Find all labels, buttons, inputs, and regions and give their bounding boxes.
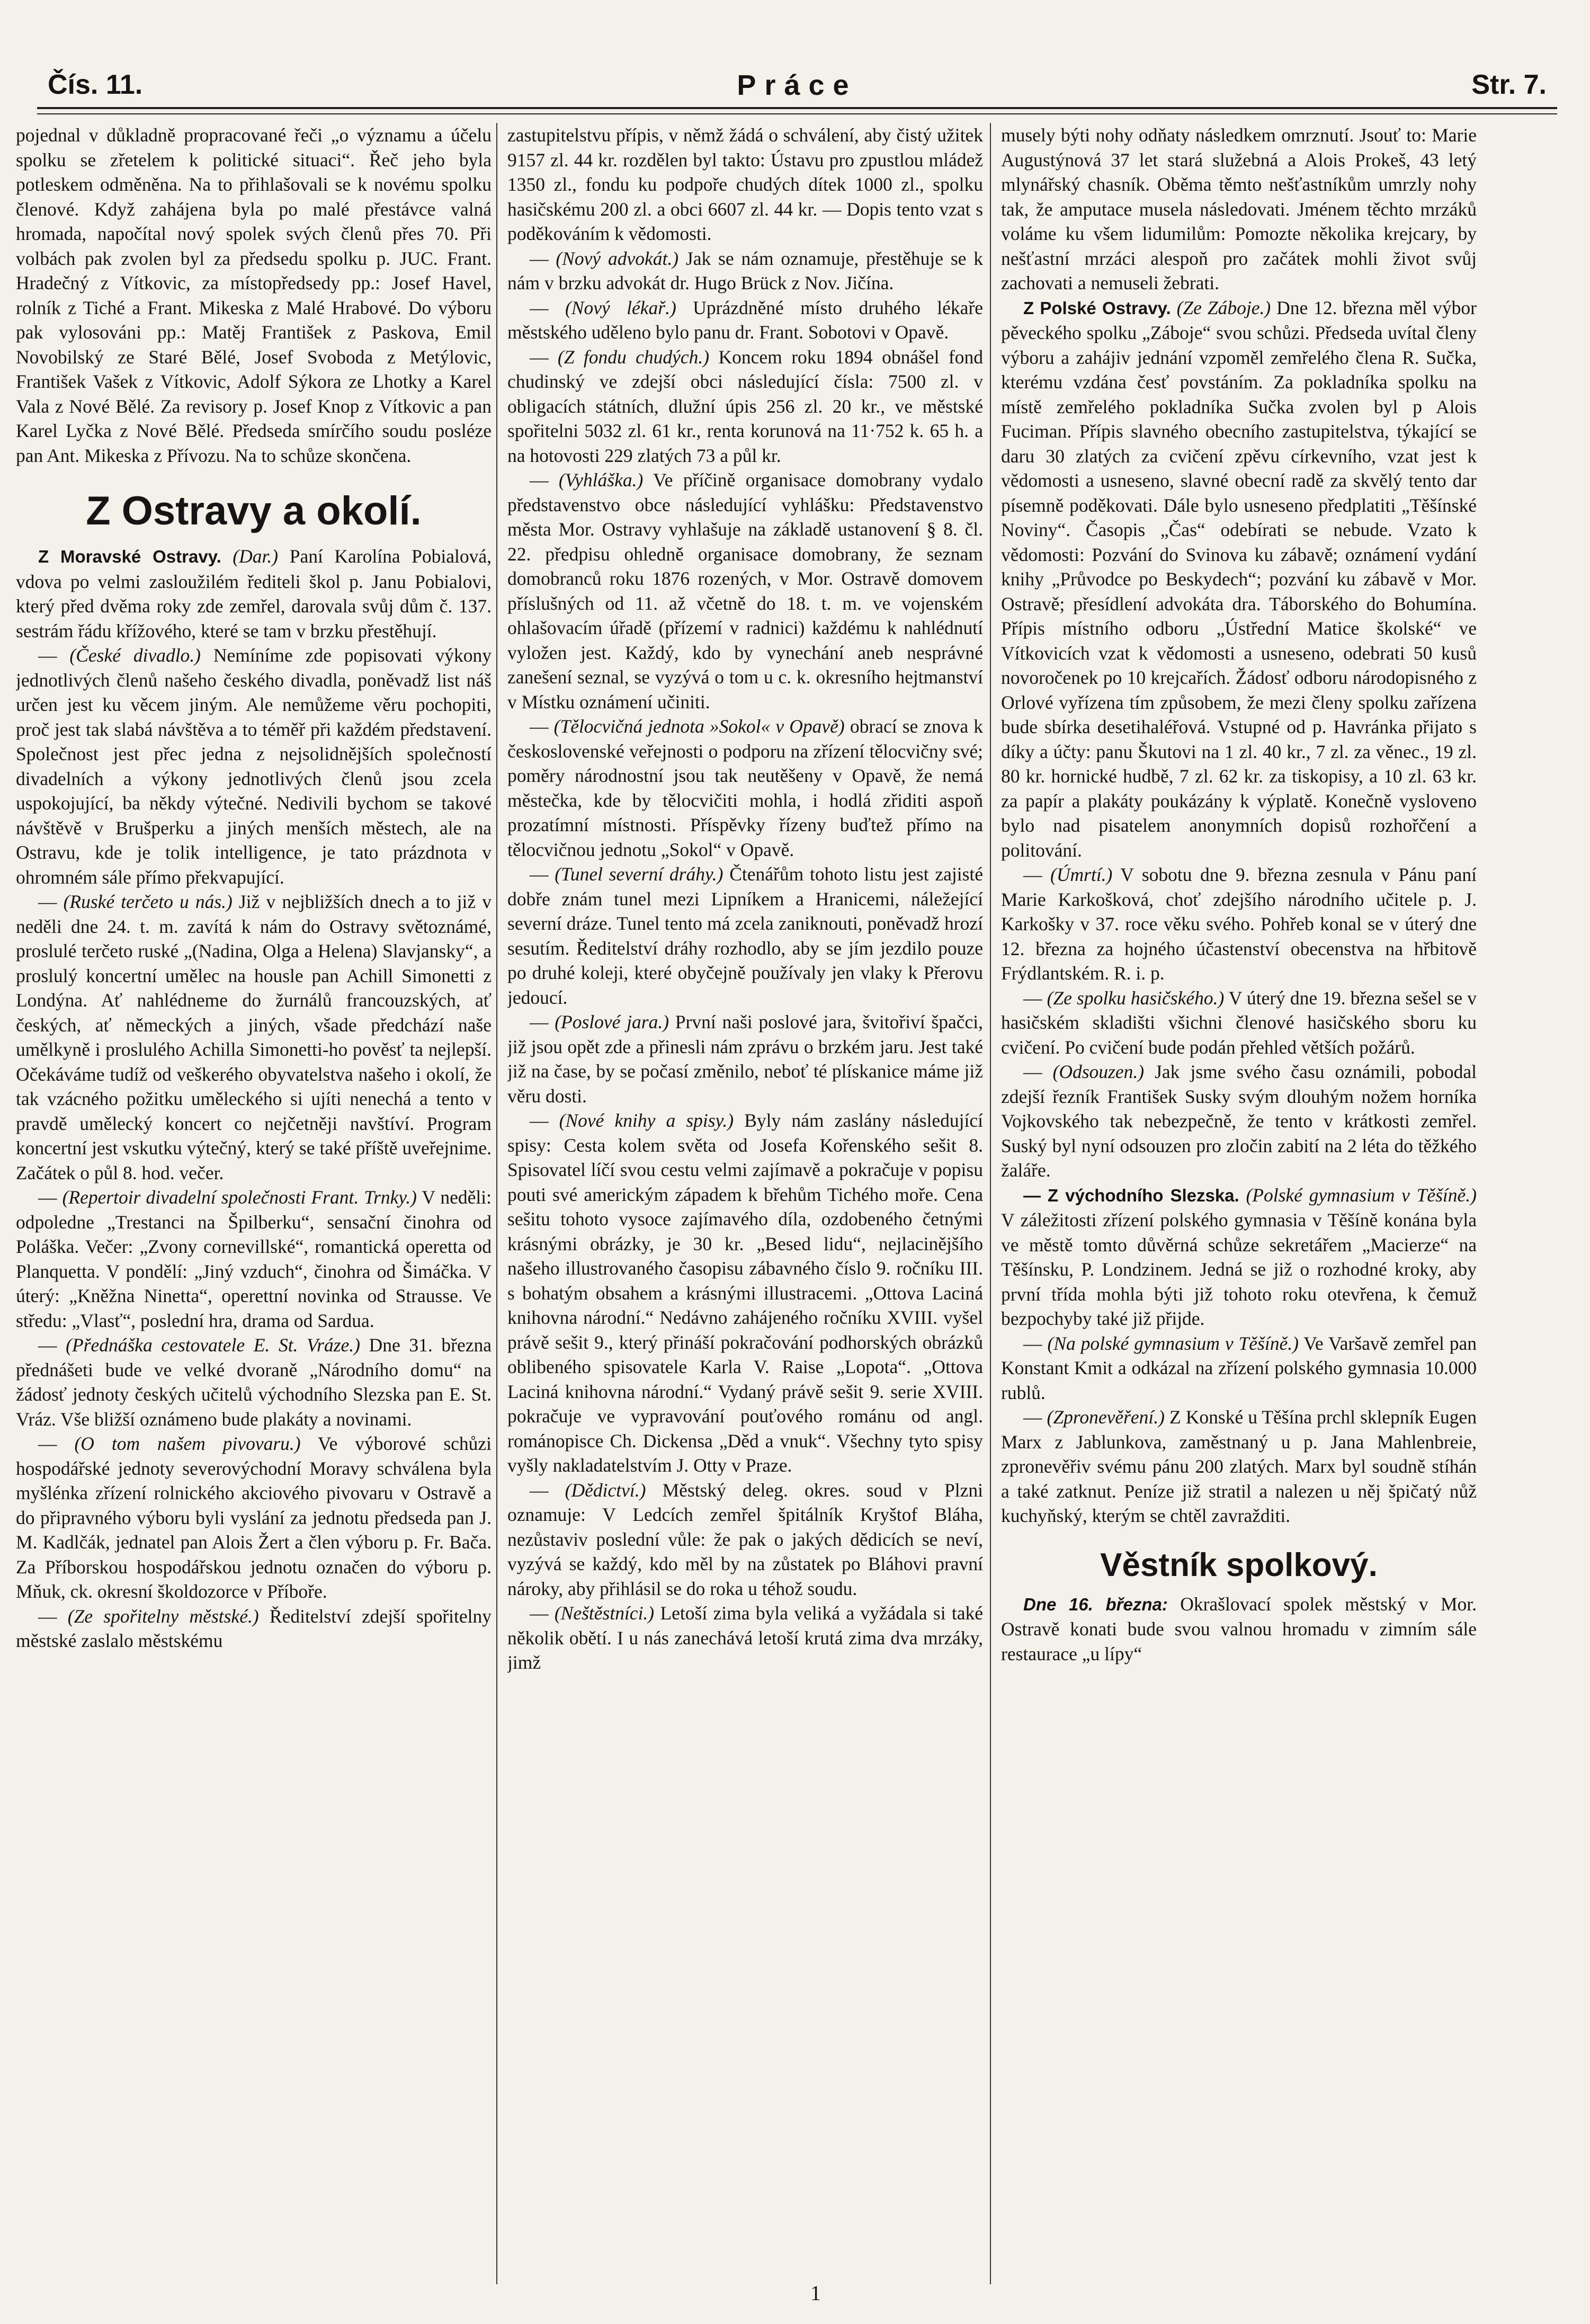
article-paragraph: — Z východního Slezska. (Polské gymnasium v Těšíně.) V záležitosti zřízení polského gymnasia v Těšíně konána byla ve městě tomto důvěrná schůze sekretářem „Macierze“ na Těšínsku, P. Londzinem. Jedná se již o rozhodné kroky, aby první třída mohla býti již tohoto roku otevřena, k čemuž bezpochyby také již přijde. [1001, 1184, 1477, 1329]
section-heading: Z Ostravy a okolí. [86, 488, 422, 533]
header-rule-thin [37, 113, 1557, 114]
column-2 [507, 123, 983, 2284]
article-paragraph: — (České divadlo.) Nemíníme zde popisovati výkony jednotlivých členů našeho českého divadla, poněvadž list náš určen jest ku věcem jiným. Ale nemůžeme věru pochopiti, proč jest tak slabá návštěva a to téměř při každém představení. Společnost jest přec jedna z nejsolidnějších společností divadelních a výkony jednotlivých členů jsou zcela uspokojující, ba někdy výtečné. Nedivili bychom se takové návštěvě v Brušperku a jiných menších městech, ale na Ostravu, kde je tolik intelligence, je tato prázdnota v ohromném sále přímo překvapující. [16, 645, 492, 888]
article-paragraph: — (Tunel severní dráhy.) Čtenářům tohoto listu jest zajisté dobře znám tunel mezi Lipníkem a Hranicemi, náležející severní dráze. Tunel tento má zcela zaniknouti, poněvadž hrozí sesutím. Ředitelství dráhy rozhodlo, aby se jím jezdilo pouze po druhé koleji, které obyčejně používaly jen vlaky k Přerovu jedoucí. [507, 863, 983, 1008]
article-paragraph: — (Zpronevěření.) Z Konské u Těšína prchl sklepník Eugen Marx z Jablunkova, zaměstnaný u p. Jana Mahlenbreie, zpronevěřiv svému pánu 200 zlatých. Marx byl soudně stíhán a také zatknut. Peníze již stratil a nalezen u něj špičatý nůž kuchyňský, kterým se chtěl zavražditi. [1001, 1406, 1477, 1526]
article-paragraph: — (Dědictví.) Městský deleg. okres. soud v Plzni oznamuje: V Ledcích zemřel špitálník Kryštof Bláha, nezůstaviv poslední vůle: že pak o jakých dědicích se neví, vyzývá se každý, kdo měl by na zůstatek po Bláhovi pravní nároky, aby přihlásil se do roka u téhož soudu. [507, 1479, 983, 1599]
article-paragraph: — (Repertoir divadelní společnosti Frant. Trnky.) V neděli: odpoledne „Trestanci na Špilberku“, sensační činohra od Poláška. Večer: „Zvony cornevillské“, romantická operetta od Planquetta. V pondělí: „Jiný vzduch“, činohra od Šimáčka. V úterý: „Kněžna Ninetta“, operettní novinka od Strausse. Ve středu: „Vlasť“, poslední hra, drama od Sardua. [16, 1187, 492, 1331]
header-rule [37, 107, 1557, 109]
article-paragraph: pojednal v důkladně propracované řeči „o významu a účelu spolku se zřetelem k politické situaci“. Řeč jeho byla potleskem odměněna. Na to přihlašovali se k novému spolku členové. Když zahájena byla po malé přestávce valná hromada, napočítal nový spolek svých členů přes 70. Při volbách pak zvolen byl za předsedu spolku p. JUC. Frant. Hradečný z Vítkovic, za místopředsedy pp.: Josef Havel, rolník z Tiché a Frant. Mikeska z Malé Hrabové. Do výboru pak vylosováni pp.: Matěj František z Paskova, Emil Novobilský ze Staré Bělé, Josef Svoboda z Metýlovic, František Vašek z Vítkovic, Adolf Sýkora ze Lhotky a Karel Vala z Nové Bělé. Za revisory p. Josef Knop z Vítkovic a pan Karel Lyčka z Nové Bělé. Předseda smírčího soudu posléze pan Ant. Mikeska z Přívozu. Na to schůze skončena. [16, 124, 492, 466]
article-paragraph: — (Odsouzen.) Jak jsme svého času oznámili, pobodal zdejší řezník František Susky svým dlouhým nožem horníka Vojkovského tak nebezpečně, že tento v krátkosti zemřel. Suský byl nyní odsouzen pro zločin zabití na 2 léta do těžkého žaláře. [1001, 1061, 1477, 1181]
column-1 [16, 123, 492, 2284]
article-paragraph: — (Na polské gymnasium v Těšíně.) Ve Varšavě zemřel pan Konstant Kmit a odkázal na zřízení polského gymnasia 10.000 rublů. [1001, 1332, 1477, 1403]
article-paragraph: — (Nové knihy a spisy.) Byly nám zaslány následující spisy: Cesta kolem světa od Josefa Kořenského sešit 8. Spisovatel líčí svou cestu velmi zajímavě a pokračuje v popisu pouti své americkým západem k břehům Tichého moře. Cena sešitu tohoto vysoce zajímavého díla, ozdobeného četnými krásnými obrázky, je 30 kr. „Besed lidu“, nejlacinějšího našeho illustrovaného časopisu zábavného číslo 9. ročníku III. s bohatým obsahem a krásnými illustracemi. „Ottova Laciná knihovna národní.“ Nedávno zahájeného ročníku XVIII. vyšel právě sešit 9., který přináší pokračování podhorských obrázků oblibeného spisovatele Karla V. Raise „Lopota“. „Ottova Laciná knihovna národní.“ Vydaný právě sešit 9. serie XVIII. pokračuje ve vypravování pouťového románu od angl. románopisce Ch. Dickensa „Děd a vnuk“. Všechny tyto spisy vyšly nakladatelstvím J. Otty v Praze. [507, 1110, 983, 1476]
column-divider [990, 123, 991, 2284]
article-paragraph: musely býti nohy odňaty následkem omrznutí. Jsouť to: Marie Augustýnová 37 let stará služebná a Alois Prokeš, 43 letý mlynářský chasník. Oběma těmto nešťastníkům umrzly nohy tak, že amputace musela následovati. Jménem těchto mrzáků voláme ku všem lidumilům: Pomozte několika krejcary, by nešťastní mrzáci alespoň pro začátek mohli život svůj zachovati a nemuseli žebrati. [1001, 124, 1477, 293]
newspaper-title: Práce [737, 69, 857, 101]
article-paragraph: — (Přednáška cestovatele E. St. Vráze.) Dne 31. března přednášeti bude ve velké dvoraně „Národního domu“ na žádosť jednoty českých učitelů východního Slezska pan E. St. Vráz. Vše bližší oznámeno bude plakáty a novinami. [16, 1334, 492, 1430]
column-divider [496, 123, 497, 2284]
section-heading: Věstník spolkový. [1100, 1546, 1378, 1583]
article-paragraph: — (Úmrtí.) V sobotu dne 9. března zesnula v Pánu paní Marie Karkošková, choť zdejšího národního učitele p. J. Karkošky v 37. roce věku svého. Pohřeb konal se v úterý dne 12. března za hojného účastenství obecenstva na hřbitově Frýdlantském. R. i. p. [1001, 864, 1477, 984]
article-paragraph: zastupitelstvu přípis, v němž žádá o schválení, aby čistý užitek 9157 zl. 44 kr. rozdělen byl takto: Ústavu pro zpustlou mládež 1350 zl., fondu ku podpoře chudých dítek 1000 zl., spolku hasičskému 200 zl. a obci 6607 zl. 44 kr. — Dopis tento vzat s poděkováním k vědomosti. [507, 124, 983, 244]
page-header [37, 69, 1557, 106]
article-paragraph: — (Neštěstníci.) Letoší zima byla veliká a vyžádala si také několik obětí. I u nás zanechává letoší krutá zima dva mrzáky, jimž [507, 1602, 983, 1673]
issue-number: Čís. 11. [48, 69, 143, 100]
article-paragraph: — (Nový lékař.) Uprázdněné místo druhého lékaře městského uděleno bylo panu dr. Frant. Sobotovi v Opavě. [507, 297, 983, 343]
footer-mark: 1 [810, 2281, 821, 2305]
article-paragraph: — (Tělocvičná jednota »Sokol« v Opavě) obrací se znova k československé veřejnosti o podporu na zřízení tělocvičny své; poměry národnostní jsou tak neutěšeny v Opavě, že nemá městečka, kde by tělocvičiti mohla, i hodlá zřiditi aspoň prozatímní místnosti. Příspěvky řízeny buďtež přímo na tělocvičnou jednotu „Sokol“ v Opavě. [507, 716, 983, 860]
article-paragraph: — (O tom našem pivovaru.) Ve výborové schůzi hospodářské jednoty severovýchodní Moravy schválena byla myšlénka zřízení rolnického akciového pivovaru v Ostravě a do připravného výboru byli vyslání za jednotu předseda pan J. M. Kadlčák, jednatel pan Alois Žert a člen výboru p. Fr. Bača. Za Příborskou hospodářskou jednotu označen do výboru p. Mňuk, ck. okresní školdozorce v Příboře. [16, 1433, 492, 1602]
article-paragraph: Z Moravské Ostravy. (Dar.) Paní Karolína Pobialová, vdova po velmi zasloužilém řediteli škol p. Janu Pobialovi, který před dvěma roky zde zemřel, darovala svůj dům č. 137. sestrám řádu křížového, které se tam v brzku přestěhují. [16, 546, 492, 642]
article-paragraph: Z Polské Ostravy. (Ze Záboje.) Dne 12. března měl výbor pěveckého spolku „Záboje“ svou schůzi. Předseda uvítal členy výboru a zahájiv jednání vzpoměl zemřelého člena R. Sučka, kterému vzdána česť povstáním. Za pokladníka spolku na místě zemřelého pokladníka Sučka zvolen byl p Alois Fuciman. Přípis slavného obecního zastupitelstva, týkající se daru 30 zlatých za cvičení zpěvu církevního, vzat jest k vědomosti a usneseno, slavné obecní radě za skvělý tento dar písemně poděkovati. Dále bylo usneseno předplatiti „Těšínské Noviny“. Časopis „Čas“ odebírati se nebude. Vzato k vědomosti: Pozvání do Svinova ku zábavě; oznámení vydání knihy „Průvodce po Beskydech“; pozvání ku zábavě v Mor. Ostravě; přesídlení advokáta dra. Táborského do Bohumína. Přípis místního odboru „Ústřední Matice školské“ ve Vítkovicích vzat k vědomosti a usneseno, odebrati 50 kusů novoročenek po 10 krejcařích. Žádosť odboru národopisného z Orlové vyřízena tím způsobem, že mezi členy spolku zařízena bude sbírka desetihaléřová. Vstupné od p. Havránka přijato s díky a účty: panu Škutovi na 1 zl. 40 kr., 7 zl. za věnec., 19 zl. 80 kr. hornické hudbě, 7 zl. 62 kr. za tiskopisy, a 10 zl. 63 kr. za papír a plakáty poukázány k výplatě. Konečně vysloveno bylo nad pisatelem anonymních dopisů rozhořčení a politování. [1001, 297, 1477, 861]
article-paragraph: — (Ze spolku hasičského.) V úterý dne 19. března sešel se v hasičském skladišti všichni členové hasičského sboru ku cvičení. Po cvičení bude podán přehled větších požárů. [1001, 987, 1477, 1058]
article-paragraph: — (Z fondu chudých.) Koncem roku 1894 obnášel fond chudinský ve zdejší obci následující čísla: 7500 zl. v obligacích státních, dlužní úpis 256 zl. 20 kr., ve městské spořitelni 5032 zl. 61 kr., renta korunová na 11·752 k. 65 h. a na hotovosti 229 zlatých 73 a půl kr. [507, 346, 983, 466]
article-paragraph: — (Poslové jara.) První naši poslové jara, švitořiví špačci, již jsou opět zde a přinesli nám zprávu o brzkém jaru. Jest také již na čase, by se počasí změnilo, neboť té plískanice máme již věru dosti. [507, 1011, 983, 1107]
article-paragraph: — (Nový advokát.) Jak se nám oznamuje, přestěhuje se k nám v brzku advokát dr. Hugo Brück z Nov. Jičína. [507, 247, 983, 293]
article-paragraph: Dne 16. března: Okrašlovací spolek městský v Mor. Ostravě konati bude svou valnou hromadu v zimním sále restaurace „u lípy“ [1001, 1593, 1477, 1664]
page-number: Str. 7. [1471, 69, 1547, 100]
article-paragraph: — (Ze spořitelny městské.) Ředitelství zdejší spořitelny městské zaslalo městskému [16, 1605, 492, 1651]
column-3 [1001, 123, 1477, 2284]
article-paragraph: — (Ruské terčeto u nás.) Již v nejbližších dnech a to již v neděli dne 24. t. m. zavítá k nám do Ostravy světoznámé, proslulé terčeto ruské „(Nadina, Olga a Helena) Slavjansky“, a proslulý koncertní umělec na housle pan Achill Simonetti z Londýna. Ať nahlédneme do žurnálů francouzských, ať českých, ať německých a jiných, všade předchází naše umělkyně i proslulého Achilla Simonetti-ho pověsť ta nejlepší. Očekáváme tudíž od veškerého obyvatelstva našeho i okolí, že tak vzácného požitku uměleckého si ujíti nenechá a tento v pravdě umělecký koncert co nejčetněji navštíví. Program koncertní jest vskutku výtečný, který se také příště uveřejnime. Začátek o půl 8. hod. večer. [16, 891, 492, 1183]
article-paragraph: — (Vyhláška.) Ve příčině organisace domobrany vydalo představenstvo obce následující vyhlášku: Představenstvo města Mor. Ostravy vyhlašuje na základě ustanovení § 8. čl. 22. předpisu ohledně organisace domobrany, že seznam domobranců roku 1876 rozených, v Mor. Ostravě domovem příslušných od 11. až včetně do 18. t. m. ve vojenském ohlašovacím úřadě (přízemí v radnici) každému k nahlédnutí vyložen jest. Každý, kdo by vynechání aneb nesprávné zanešení seznal, se vyzývá o tom u c. k. okresního hejtmanství v Místku oznámení učiniti. [507, 469, 983, 713]
